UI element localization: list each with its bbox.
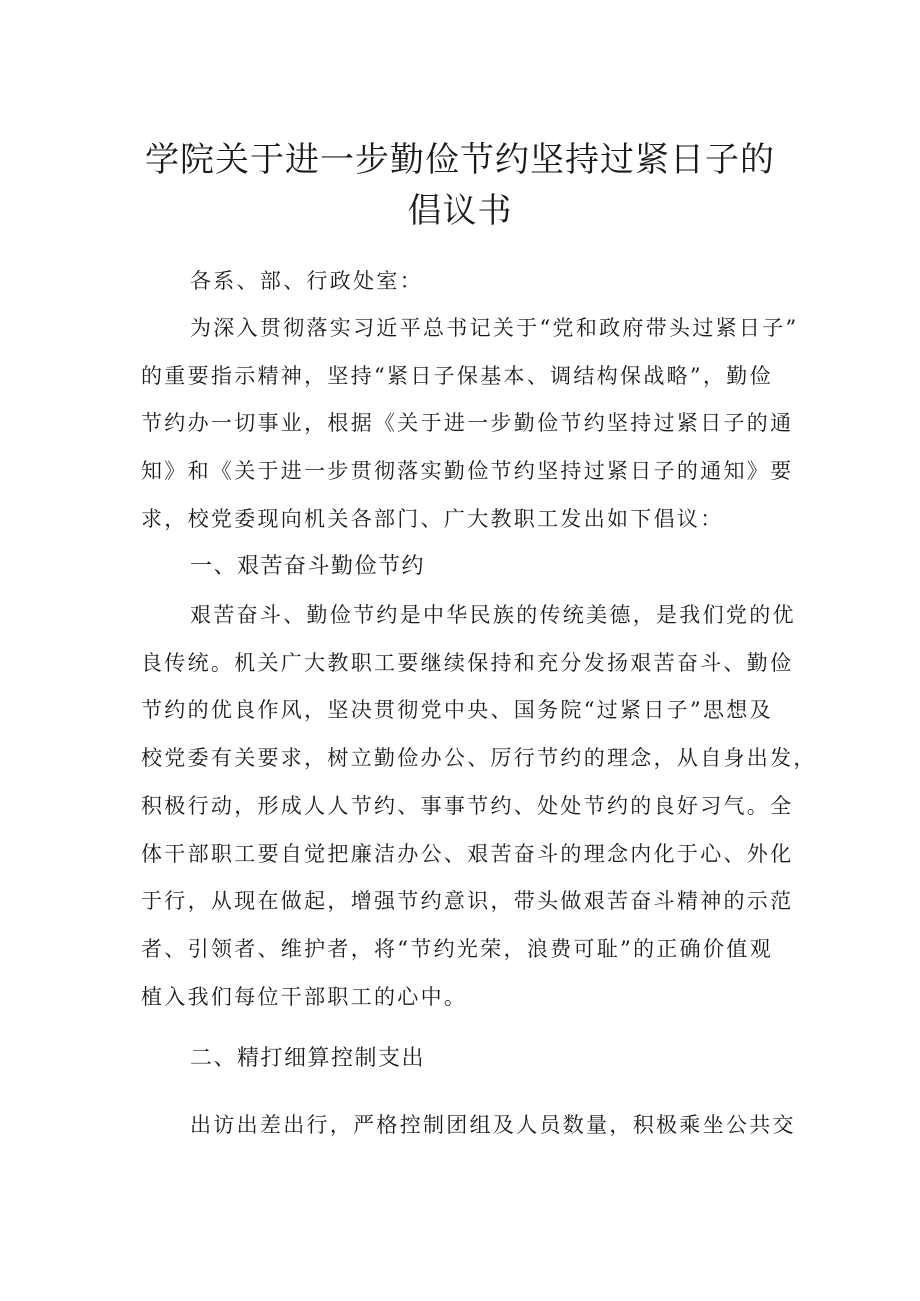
section-1-line: 体干部职工要自觉把廉洁办公、艰苦奋斗的理念内化于心、外化 bbox=[141, 842, 794, 866]
section-1-line: 校党委有关要求，树立勤俭办公、厉行节约的理念，从自身出发， bbox=[141, 746, 817, 770]
intro-line: 知》和《关于进一步贯彻落实勤俭节约坚持过紧日子的通知》要 bbox=[141, 459, 794, 483]
section-1-line: 节约的优良作风，坚决贯彻党中央、国务院“过紧日子”思想及 bbox=[141, 698, 773, 722]
section-1-line: 于行，从现在做起，增强节约意识，带头做艰苦奋斗精神的示范 bbox=[141, 889, 794, 913]
salutation: 各系、部、行政处室： bbox=[190, 269, 423, 293]
intro-line: 节约办一切事业，根据《关于进一步勤俭节约坚持过紧日子的通 bbox=[141, 411, 794, 435]
intro-line: 为深入贯彻落实习近平总书记关于“党和政府带头过紧日子” bbox=[190, 316, 799, 340]
section-1-line: 积极行动，形成人人节约、事事节约、处处节约的良好习气。全 bbox=[141, 794, 794, 818]
intro-line: 的重要指示精神，坚持“紧日子保基本、调结构保战略”，勤俭 bbox=[141, 364, 773, 388]
section-2-line: 出访出差出行，严格控制团组及人员数量，积极乘坐公共交 bbox=[190, 1113, 796, 1137]
section-1-heading: 一、艰苦奋斗勤俭节约 bbox=[190, 554, 426, 579]
document-title-line-2: 倡议书 bbox=[407, 191, 513, 231]
document-title-line-1: 学院关于进一步勤俭节约坚持过紧日子的 bbox=[145, 140, 775, 180]
section-1-line: 植入我们每位干部职工的心中。 bbox=[141, 985, 468, 1009]
section-1-line: 良传统。机关广大教职工要继续保持和充分发扬艰苦奋斗、勤俭 bbox=[141, 651, 794, 675]
intro-line: 求，校党委现向机关各部门、广大教职工发出如下倡议： bbox=[141, 507, 724, 531]
section-1-line: 者、引领者、维护者，将“节约光荣，浪费可耻”的正确价值观 bbox=[141, 937, 773, 961]
section-2-heading: 二、精打细算控制支出 bbox=[190, 1046, 426, 1071]
section-1-line: 艰苦奋斗、勤俭节约是中华民族的传统美德，是我们党的优 bbox=[190, 603, 796, 627]
